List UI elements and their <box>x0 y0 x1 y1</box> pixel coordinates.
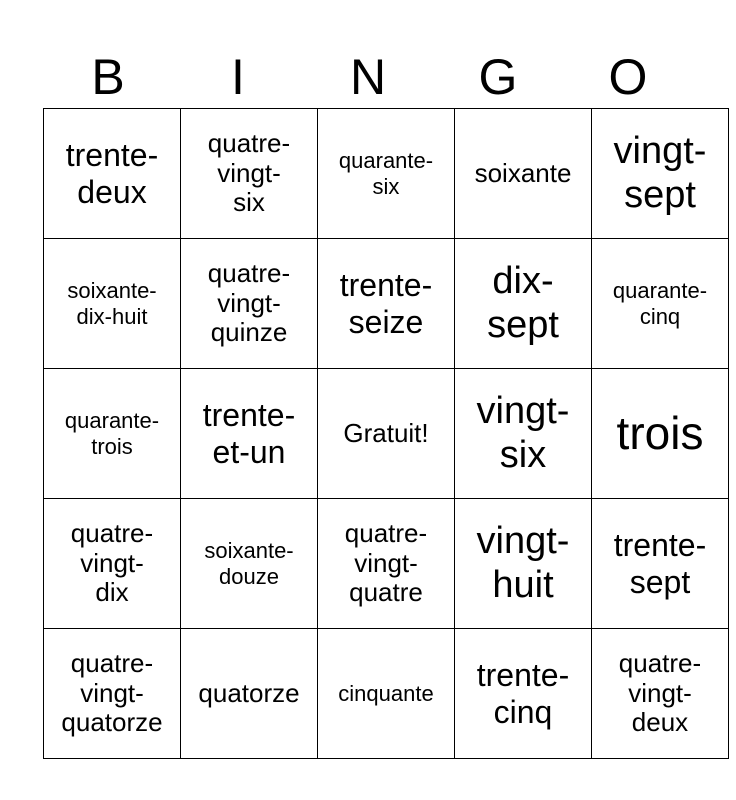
bingo-cell[interactable]: quatorze <box>181 629 318 759</box>
bingo-cell[interactable]: quatre- vingt- quatorze <box>44 629 181 759</box>
bingo-cell[interactable]: quarante- cinq <box>592 239 729 369</box>
bingo-board <box>43 108 729 759</box>
bingo-cell[interactable]: quatre- vingt- dix <box>44 499 181 629</box>
board-row <box>44 239 729 369</box>
board-row <box>44 369 729 499</box>
bingo-cell[interactable]: soixante- dix-huit <box>44 239 181 369</box>
free-space-cell[interactable]: Gratuit! <box>318 369 455 499</box>
header-letter-i: I <box>231 49 245 105</box>
board-row <box>44 629 729 759</box>
bingo-cell[interactable]: quatre- vingt- quatre <box>318 499 455 629</box>
header-letter-b: B <box>91 49 125 105</box>
header-letter-o: O <box>608 49 648 105</box>
bingo-cell[interactable]: quarante- trois <box>44 369 181 499</box>
header-letter-g: G <box>478 49 518 105</box>
bingo-cell[interactable]: vingt- huit <box>455 499 592 629</box>
board-row <box>44 499 729 629</box>
bingo-cell[interactable]: quatre- vingt- deux <box>592 629 729 759</box>
bingo-cell[interactable]: dix- sept <box>455 239 592 369</box>
header-letter-n: N <box>349 49 387 105</box>
bingo-cell[interactable]: trente- et-un <box>181 369 318 499</box>
bingo-cell[interactable]: vingt- sept <box>592 109 729 239</box>
bingo-cell[interactable]: soixante <box>455 109 592 239</box>
bingo-cell[interactable]: quatre- vingt- six <box>181 109 318 239</box>
bingo-cell[interactable]: quatre- vingt- quinze <box>181 239 318 369</box>
bingo-cell[interactable]: trente- deux <box>44 109 181 239</box>
bingo-cell[interactable]: vingt- six <box>455 369 592 499</box>
bingo-cell[interactable]: trente- cinq <box>455 629 592 759</box>
bingo-cell[interactable]: quarante- six <box>318 109 455 239</box>
bingo-header <box>43 46 693 108</box>
board-row <box>44 109 729 239</box>
bingo-cell[interactable]: soixante- douze <box>181 499 318 629</box>
bingo-cell[interactable]: cinquante <box>318 629 455 759</box>
bingo-cell[interactable]: trente- sept <box>592 499 729 629</box>
bingo-cell[interactable]: trente- seize <box>318 239 455 369</box>
bingo-cell[interactable]: trois <box>592 369 729 499</box>
